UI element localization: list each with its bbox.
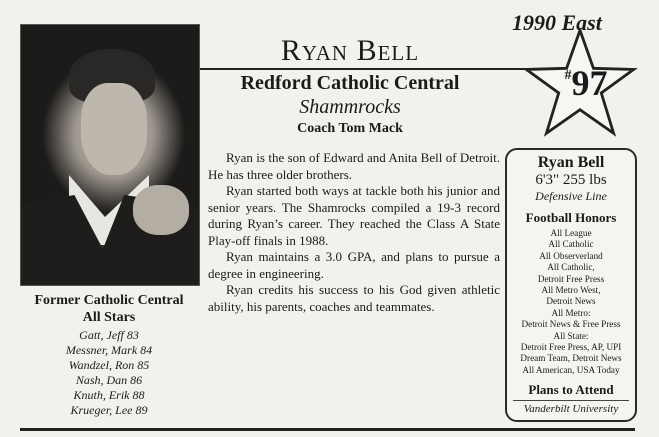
honor-item: Dream Team, Detroit News (520, 353, 622, 364)
coach-name: Coach Tom Mack (297, 121, 403, 136)
card-player-name: Ryan Bell (537, 154, 605, 171)
alumni-heading-line: Former Catholic Central (34, 293, 184, 308)
alumni-item: Messner, Mark 84 (65, 343, 153, 357)
alumni-item: Krueger, Lee 89 (70, 403, 148, 417)
bio-text (208, 150, 500, 315)
honor-item: All Metro: (551, 307, 591, 318)
plans-heading: Plans to Attend (528, 382, 614, 398)
footer-rule (20, 428, 635, 431)
alumni-list (20, 328, 198, 418)
honor-item: All Catholic, (547, 262, 595, 273)
bio-paragraph: Ryan started both ways at tackle both his junior and senior years. The Shamrocks compiled a 19-3 record during Ryan’s career. They reached the Class A State Play-off finals in 1988. (208, 183, 500, 248)
photo-hand (133, 185, 189, 235)
alumni-heading (20, 292, 198, 326)
photo-face (81, 83, 147, 175)
honor-item: Detroit Free Press, AP, UPI (520, 342, 622, 353)
card-size: 6'3" 255 lbs (535, 172, 607, 188)
alumni-item: Knuth, Erik 88 (73, 388, 145, 402)
stats-card (505, 148, 637, 422)
number-value: 97 (571, 63, 608, 103)
number-prefix: # (564, 68, 572, 83)
alumni-item: Gatt, Jeff 83 (79, 328, 139, 342)
honor-item: All League (550, 228, 592, 238)
honor-item: All Catholic (548, 239, 594, 250)
bio-paragraph: Ryan credits his success to his God given athletic ability, his parents, coaches and teammates. (208, 282, 500, 314)
honors-heading: Football Honors (525, 210, 617, 225)
bio-paragraph: Ryan is the son of Edward and Anita Bell of Detroit. He has three older brothers. (208, 150, 500, 182)
alumni-heading-line: All Stars (82, 310, 136, 325)
player-photo (20, 24, 200, 286)
honor-item: Detroit News (546, 296, 596, 307)
jersey-number (540, 62, 632, 104)
school-name: Redford Catholic Central (240, 72, 460, 94)
honor-item: Detroit Free Press (537, 273, 605, 284)
honor-item: Detroit News & Free Press (521, 319, 621, 330)
honor-item: All State: (553, 330, 589, 341)
college-name: Vanderbilt University (513, 400, 629, 415)
honor-item: All American, USA Today (522, 364, 620, 375)
alumni-item: Nash, Dan 86 (75, 373, 143, 387)
honor-item: All Metro West, (541, 285, 601, 296)
bio-paragraph: Ryan maintains a 3.0 GPA, and plans to pursue a degree in engineering. (208, 249, 500, 281)
team-name: Shammrocks (299, 96, 401, 118)
honor-item: All Observerland (539, 250, 603, 261)
alumni-item: Wandzel, Ron 85 (68, 358, 150, 372)
player-name: Ryan Bell (280, 34, 420, 67)
year-region: 1990 East (512, 10, 602, 35)
card-position: Defensive Line (535, 189, 607, 203)
